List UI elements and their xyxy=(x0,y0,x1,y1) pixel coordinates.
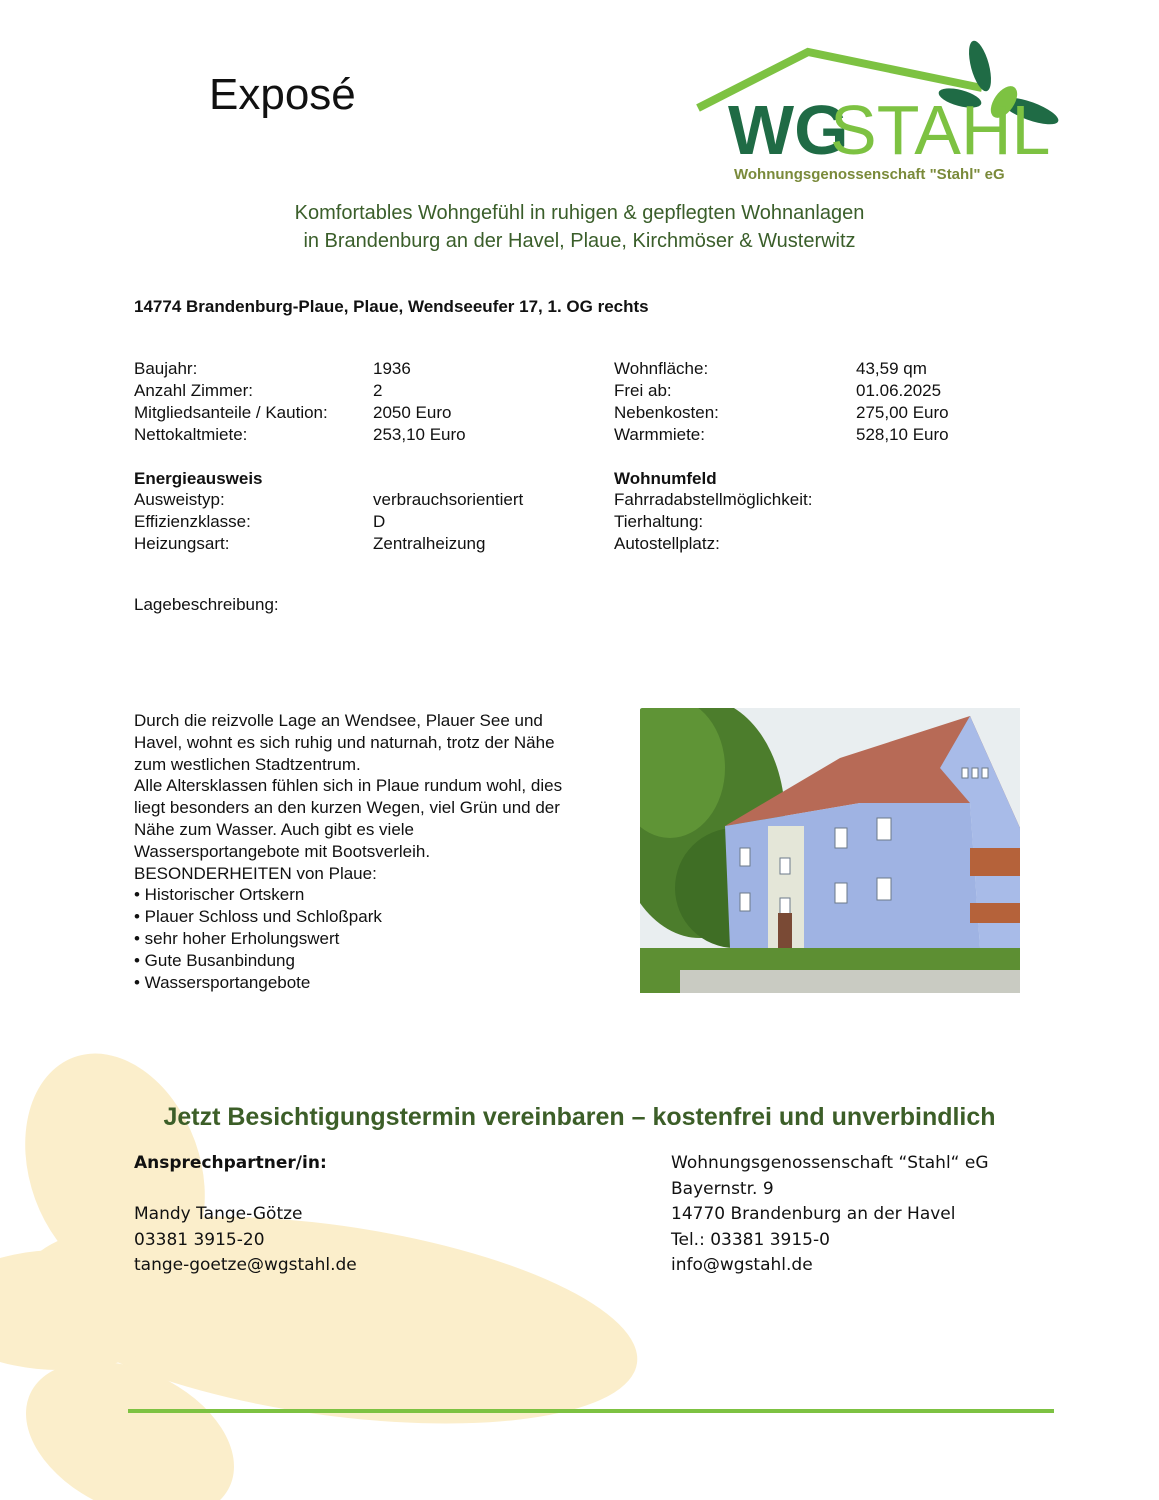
description-bullet: • sehr hoher Erholungswert xyxy=(134,928,340,948)
company-name: Wohnungsgenossenschaft “Stahl“ eG xyxy=(671,1153,989,1173)
logo-stahl: STAHL xyxy=(830,91,1051,169)
nebenkosten-value: 275,00 Euro xyxy=(856,403,949,422)
effizienzklasse-value: D xyxy=(373,512,386,531)
company-city: 14770 Brandenburg an der Havel xyxy=(671,1204,956,1224)
footer-divider xyxy=(128,1409,1054,1413)
description-line: liegt besonders an den kurzen Wegen, viel Grün und der xyxy=(134,798,560,818)
property-address: 14774 Brandenburg-Plaue, Plaue, Wendseeufer 17, 1. OG rechts xyxy=(134,297,649,316)
description-line: BESONDERHEITEN von Plaue: xyxy=(134,863,377,883)
page-title: Exposé xyxy=(209,70,356,119)
wgstahl-logo xyxy=(690,36,1070,188)
frei-ab-label: Frei ab: xyxy=(614,381,672,400)
ausweistyp-value: verbrauchsorientiert xyxy=(373,490,524,509)
logo-subtitle: Wohnungsgenossenschaft "Stahl" eG xyxy=(734,166,1005,183)
wohnumfeld-heading: Wohnumfeld xyxy=(614,469,717,488)
description-bullet: • Gute Busanbindung xyxy=(134,950,295,970)
description-line: Havel, wohnt es sich ruhig und naturnah, trotz der Nähe xyxy=(134,732,555,752)
nebenkosten-label: Nebenkosten: xyxy=(614,403,719,422)
company-phone[interactable]: Tel.: 03381 3915-0 xyxy=(671,1229,830,1250)
energieausweis-heading: Energieausweis xyxy=(134,469,263,488)
contact-email[interactable]: tange-goetze@wgstahl.de xyxy=(134,1255,357,1275)
tagline-line-1: Komfortables Wohngefühl in ruhigen & gepflegten Wohnanlagen xyxy=(294,202,865,224)
heizungsart-label: Heizungsart: xyxy=(134,534,230,553)
description-line: Wassersportangebote mit Bootsverleih. xyxy=(134,841,431,861)
zimmer-label: Anzahl Zimmer: xyxy=(134,381,254,400)
contact-phone[interactable]: 03381 3915-20 xyxy=(134,1229,265,1250)
mitgliedsanteile-label: Mitgliedsanteile / Kaution: xyxy=(134,403,328,422)
zimmer-value: 2 xyxy=(373,381,383,400)
contact-heading: Ansprechpartner/in: xyxy=(134,1153,327,1173)
call-to-action-heading: Jetzt Besichtigungstermin vereinbaren – kostenfrei und unverbindlich xyxy=(163,1103,996,1131)
location-description xyxy=(134,710,624,993)
ausweistyp-label: Ausweistyp: xyxy=(134,490,225,509)
warmmiete-value: 528,10 Euro xyxy=(856,425,949,444)
company-email[interactable]: info@wgstahl.de xyxy=(671,1255,813,1275)
mitgliedsanteile-value: 2050 Euro xyxy=(373,403,452,422)
baujahr-value: 1936 xyxy=(373,359,411,378)
company-street: Bayernstr. 9 xyxy=(671,1178,774,1199)
description-line: zum westlichen Stadtzentrum. xyxy=(134,754,361,774)
description-line: Nähe zum Wasser. Auch gibt es viele xyxy=(134,819,415,839)
contact-person xyxy=(134,1151,357,1279)
description-line: Durch die reizvolle Lage an Wendsee, Plauer See und xyxy=(134,711,543,730)
lagebeschreibung-label: Lagebeschreibung: xyxy=(134,595,279,614)
nettokaltmiete-value: 253,10 Euro xyxy=(373,425,466,444)
fahrrad-label: Fahrradabstellmöglichkeit: xyxy=(614,490,813,509)
frei-ab-value: 01.06.2025 xyxy=(856,381,942,400)
tagline-line-2: in Brandenburg an der Havel, Plaue, Kirchmöser & Wusterwitz xyxy=(303,230,856,252)
description-bullet: • Wassersportangebote xyxy=(134,972,311,992)
company-contact xyxy=(671,1151,989,1279)
wohnflaeche-label: Wohnfläche: xyxy=(614,359,709,378)
logo-wg: WG xyxy=(728,91,849,169)
effizienzklasse-label: Effizienzklasse: xyxy=(134,512,251,531)
wohnflaeche-value: 43,59 qm xyxy=(856,359,927,378)
tierhaltung-label: Tierhaltung: xyxy=(614,512,704,531)
building-photo xyxy=(640,708,1020,993)
nettokaltmiete-label: Nettokaltmiete: xyxy=(134,425,248,444)
baujahr-label: Baujahr: xyxy=(134,359,198,378)
autostellplatz-label: Autostellplatz: xyxy=(614,534,720,553)
heizungsart-value: Zentralheizung xyxy=(373,534,486,553)
description-bullet: • Plauer Schloss und Schloßpark xyxy=(134,907,382,927)
contact-name: Mandy Tange-Götze xyxy=(134,1204,303,1224)
description-line: Alle Altersklassen fühlen sich in Plaue rundum wohl, dies xyxy=(134,776,563,796)
description-bullet: • Historischer Ortskern xyxy=(134,885,305,905)
warmmiete-label: Warmmiete: xyxy=(614,425,705,444)
